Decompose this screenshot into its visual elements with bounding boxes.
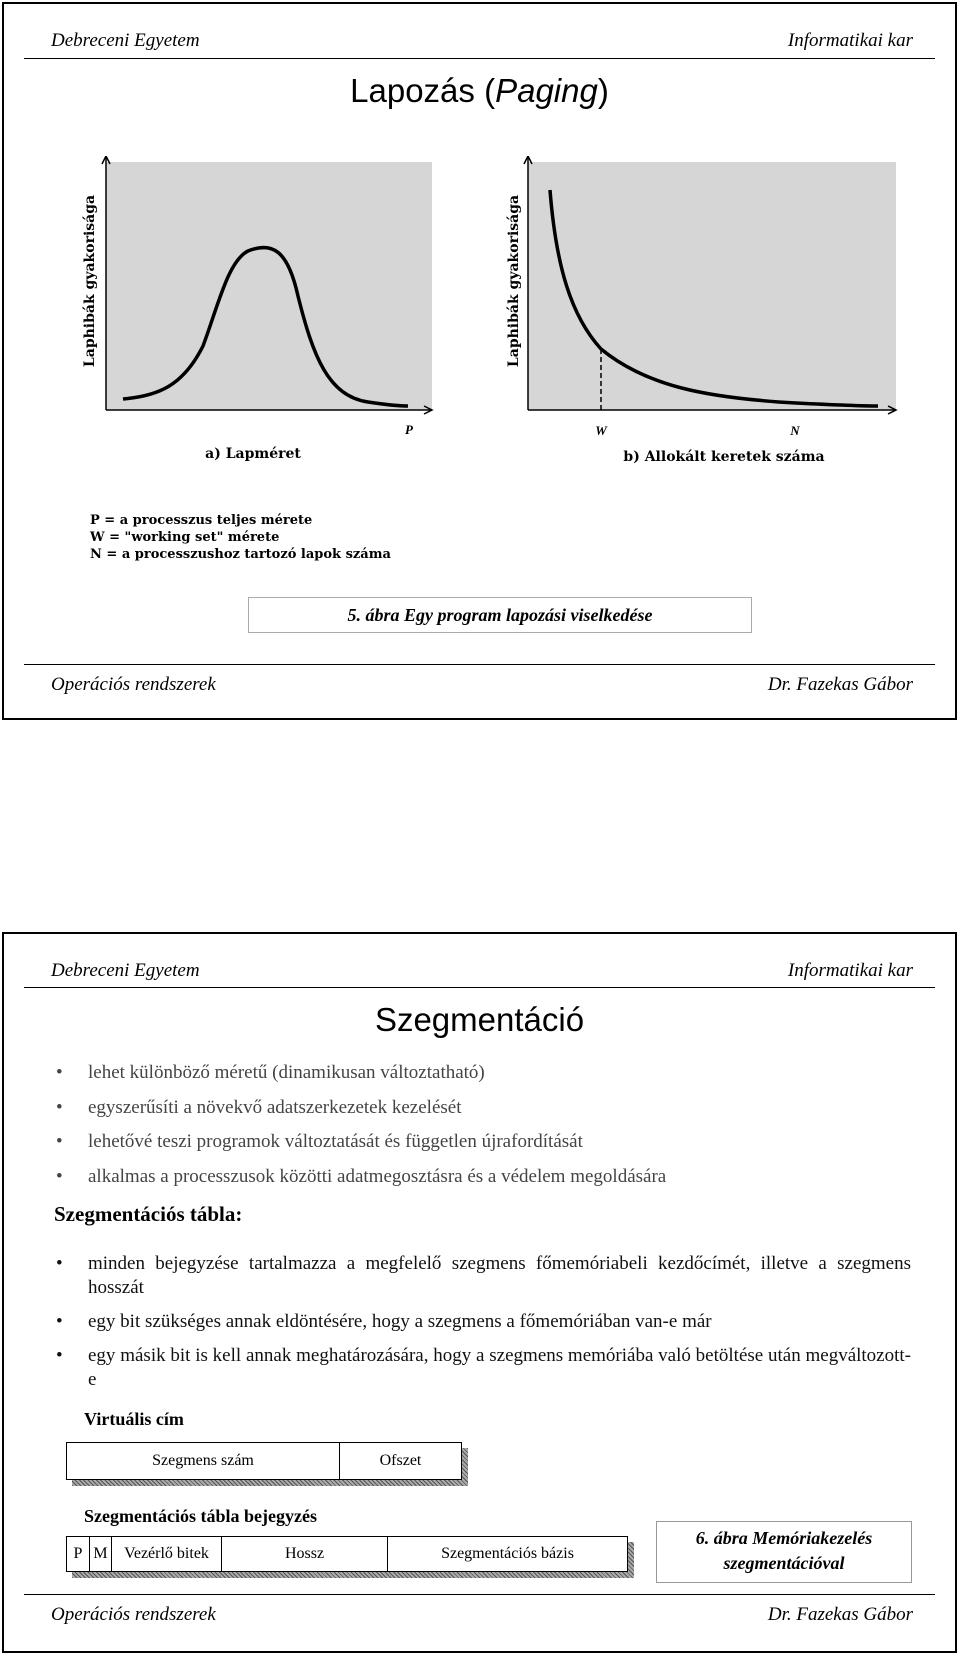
chart-b-ylabel: Laphibák gyakorisága [506,194,522,368]
segment-base-cell: Szegmentációs bázis [441,1545,574,1562]
page-title [4,72,955,110]
segment-table-heading: Szegmentációs tábla: [54,1202,243,1226]
legend-p: P = a processzus teljes mérete [90,513,313,528]
list-item: • lehet különböző méretű (dinamikusan változtatható) [51,1060,911,1095]
table-entry-box [66,1536,628,1572]
figure-caption [656,1521,912,1583]
caption-line-1: 6. ábra Memóriakezelés [695,1528,873,1548]
control-bits-cell: Vezérlő bitek [112,1537,222,1571]
slide-paging [2,2,957,720]
feature-list [51,1060,911,1198]
footer-left: Operációs rendszerek [51,674,216,695]
header-rule [24,987,935,988]
header-right: Informatikai kar [787,960,913,981]
footer-left: Operációs rendszerek [51,1604,216,1625]
footer-rule [24,1594,935,1595]
title-prefix: Lapozás ( [350,72,496,109]
chart-a-x-tick: P [405,422,413,437]
figure-caption: 5. ábra Egy program lapozási viselkedése [248,597,752,633]
virtual-address-label: Virtuális cím [84,1409,184,1429]
segment-table-list [51,1252,911,1402]
header-right: Informatikai kar [787,30,913,51]
list-item: • minden bejegyzése tartalmazza a megfelelő szegmens főmemóriabeli kezdőcímét, illetve a szegmens hosszát [51,1252,911,1300]
list-item: • alkalmas a processzusok közötti adatmegosztásra és a védelem megoldására [51,1164,911,1199]
legend-n: N = a processzushoz tartozó lapok száma [90,547,391,562]
chart-allocated-frames [506,156,906,466]
list-item: • egy bit szükséges annak eldöntésére, hogy a szegmens a főmemóriában van-e már [51,1310,911,1334]
header-rule [24,58,935,59]
footer-rule [24,664,935,665]
page-title: Szegmentáció [374,1001,585,1038]
length-cell: Hossz [222,1537,388,1571]
header-left: Debreceni Egyetem [51,960,200,981]
footer-right: Dr. Fazekas Gábor [767,674,913,695]
chart-a-xlabel: a) Lapméret [205,446,301,462]
offset-cell: Ofszet [379,1452,422,1469]
chart-a-ylabel: Laphibák gyakorisága [82,194,98,368]
legend-w: W = "working set" mérete [90,530,280,545]
chart-b-x-tick-w: W [595,423,607,438]
title-italic: Paging [495,72,598,109]
list-item: • lehetővé teszi programok változtatását és független újrafordítását [51,1129,911,1164]
chart-legend [90,512,391,563]
caption-line-2: szegmentációval [723,1553,845,1573]
virtual-address-box [66,1442,462,1480]
m-bit-cell: M [90,1537,112,1571]
chart-b-plot-area [528,162,896,410]
chart-b-x-tick-n: N [790,423,800,438]
header-left: Debreceni Egyetem [51,30,200,51]
table-entry-label: Szegmentációs tábla bejegyzés [84,1506,317,1526]
footer-right: Dr. Fazekas Gábor [767,1604,913,1625]
slide-segmentation [2,932,957,1653]
chart-page-size [78,156,458,466]
p-bit-cell: P [67,1537,90,1571]
list-item: • egyszerűsíti a növekvő adatszerkezetek kezelését [51,1095,911,1130]
title-suffix: ) [597,72,609,109]
list-item: • egy másik bit is kell annak meghatározására, hogy a szegmens memóriába való betöltése után megváltozott-e [51,1344,911,1392]
chart-b-xlabel: b) Allokált keretek száma [623,449,825,465]
chart-a-plot-area [106,162,432,410]
segment-number-cell: Szegmens szám [67,1443,340,1479]
